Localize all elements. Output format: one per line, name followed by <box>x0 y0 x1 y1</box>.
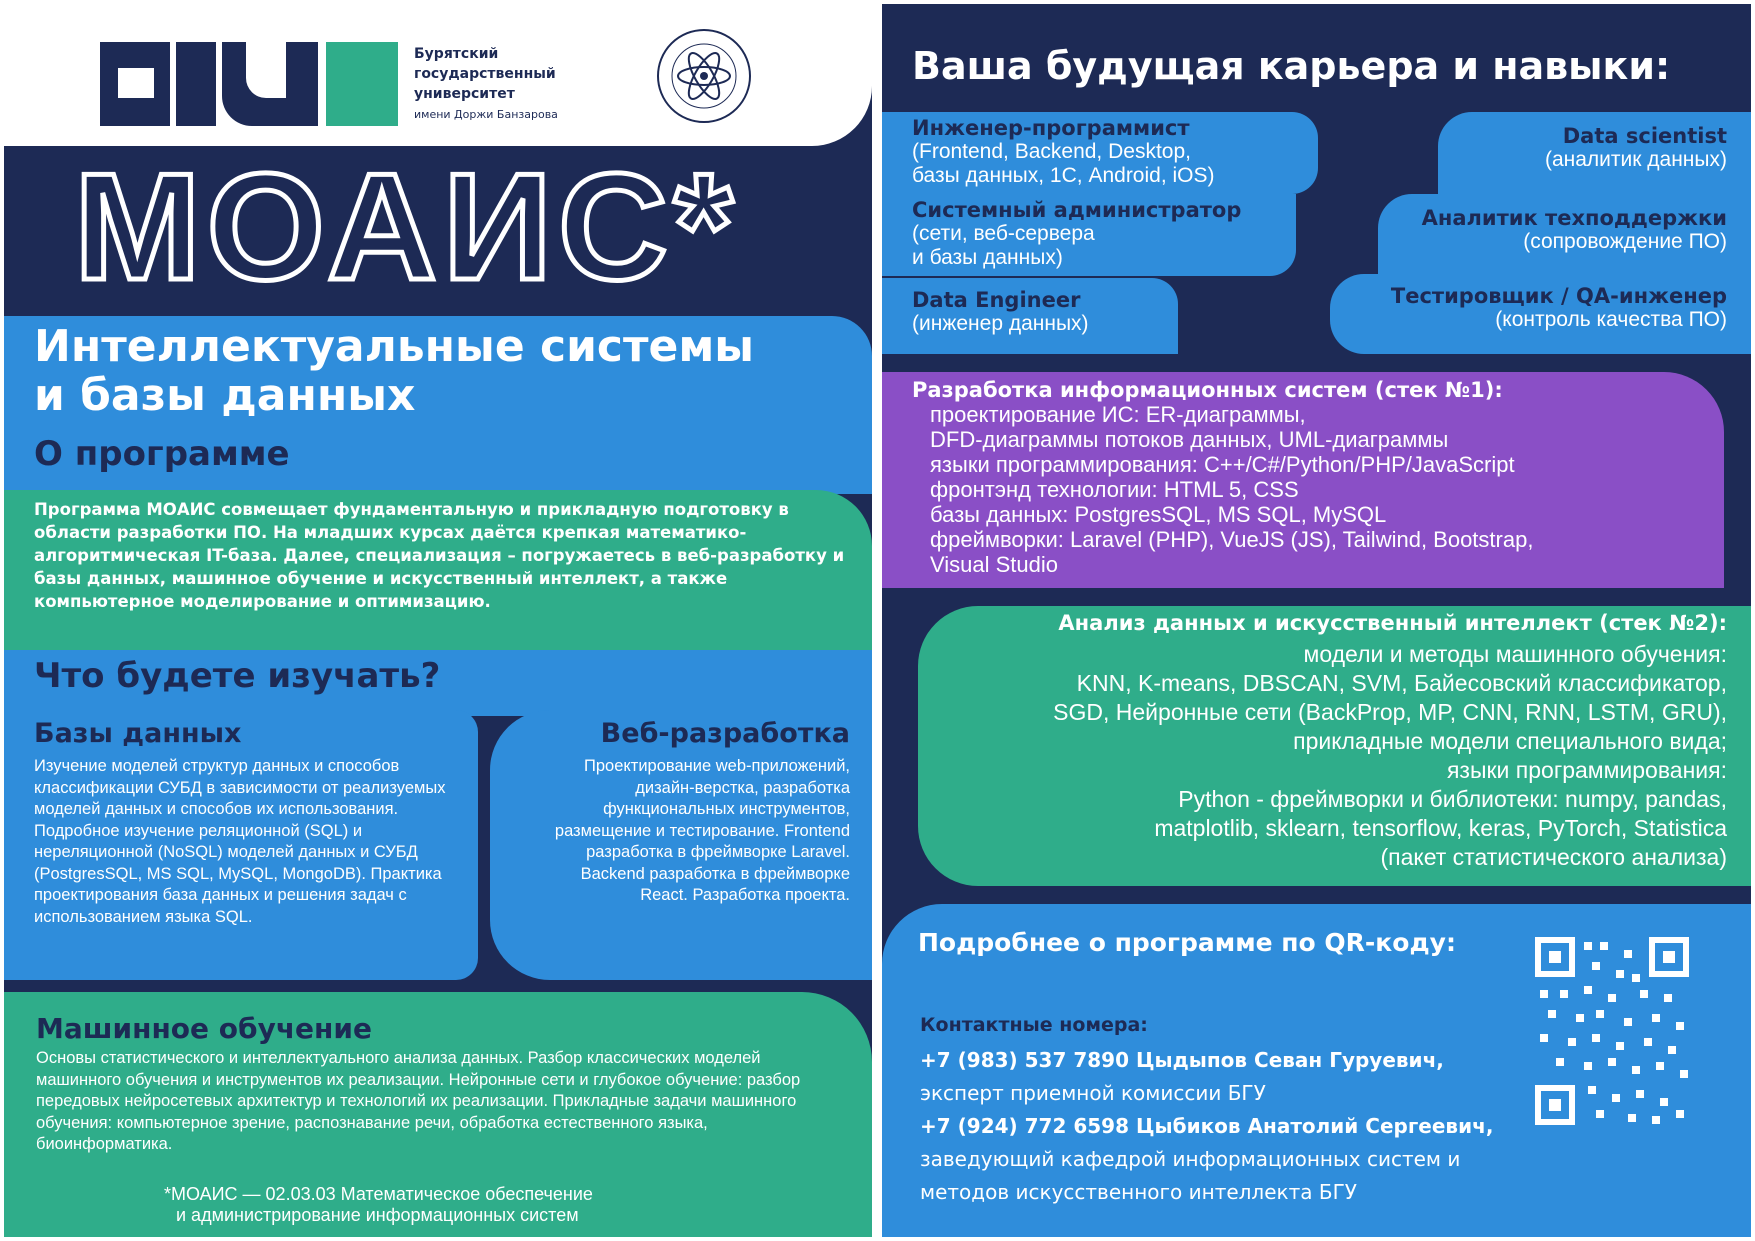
career-subtitle-line1: (Frontend, Backend, Desktop, <box>912 140 1191 163</box>
contact-role-2-line1: заведующий кафедрой информационных систем и <box>920 1147 1461 1171</box>
bgu-logo-letter-g <box>176 42 216 126</box>
career-subtitle-line2: и базы данных) <box>912 246 1063 269</box>
right-poster-panel <box>882 4 1751 1237</box>
career-subtitle <box>912 140 1312 188</box>
university-name-line1: Бурятский <box>414 46 499 62</box>
list-item: языки программирования: C++/C#/Python/PHP/JavaScript <box>930 452 1515 477</box>
list-item: базы данных: PostgresSQL, MS SQL, MySQL <box>930 502 1387 527</box>
contacts-label: Контактные номера: <box>920 1014 1148 1036</box>
career-pill-qa-engineer <box>1330 274 1751 354</box>
university-subtitle: имени Доржи Банзарова <box>414 108 558 121</box>
career-subtitle: (аналитик данных) <box>1544 148 1727 171</box>
program-title <box>34 322 864 420</box>
learn-heading: Что будете изучать? <box>34 656 441 696</box>
list-item: модели и методы машинного обучения: <box>1303 641 1727 667</box>
career-pill-data-scientist <box>1438 112 1751 194</box>
list-item: DFD-диаграммы потоков данных, UML-диаграммы <box>930 427 1449 452</box>
about-heading: О программе <box>34 434 290 474</box>
university-name-line3: университет <box>414 86 515 102</box>
list-item: SGD, Нейронные сети (BackProp, MP, CNN, RNN, LSTM, GRU), <box>1053 699 1727 725</box>
footnote <box>164 1184 764 1226</box>
is-stack-title: Разработка информационных систем (стек №1): <box>912 378 1503 402</box>
contact-role-1: эксперт приемной комиссии БГУ <box>920 1081 1266 1105</box>
machine-learning-title: Машинное обучение <box>36 1012 372 1045</box>
university-name <box>414 44 614 104</box>
ai-stack-list <box>942 640 1727 872</box>
list-item: проектирование ИС: ER-диаграммы, <box>930 402 1306 427</box>
databases-card <box>4 710 478 980</box>
footnote-line1: *МОАИС — 02.03.03 Математическое обеспечение <box>164 1184 593 1204</box>
footnote-line2: и администрирование информационных систем <box>176 1205 579 1225</box>
ai-stack-title: Анализ данных и искусственный интеллект (стек №2): <box>1058 611 1727 635</box>
career-title: Инженер-программист <box>912 116 1190 140</box>
career-subtitle-line2: базы данных, 1С, Android, iOS) <box>912 164 1215 187</box>
bgu-logo-letter-b <box>100 42 170 126</box>
list-item: прикладные модели специального вида; <box>1293 728 1727 754</box>
is-stack-list <box>930 402 1720 577</box>
contact-role-2-line2: методов искусственного интеллекта БГУ <box>920 1180 1357 1204</box>
career-subtitle: (сопровождение ПО) <box>1523 230 1727 253</box>
list-item: (пакет статистического анализа) <box>1380 844 1727 870</box>
databases-title: Базы данных <box>34 718 242 749</box>
career-title: Data Engineer <box>912 288 1081 312</box>
career-title: Тестировщик / QA-инженер <box>1390 284 1727 308</box>
program-title-line2: и базы данных <box>34 370 416 421</box>
list-item: matplotlib, sklearn, tensorflow, keras, PyTorch, Statistica <box>1154 815 1727 841</box>
left-poster-panel <box>4 4 872 1237</box>
contacts-list <box>920 1044 1540 1209</box>
list-item: Python - фреймворки и библиотеки: numpy, pandas, <box>1178 786 1727 812</box>
bgu-logo-letter-u <box>222 42 318 126</box>
web-dev-card <box>490 710 872 980</box>
program-title-line1: Интеллектуальные системы <box>34 321 755 372</box>
qr-code-icon[interactable] <box>1532 934 1692 1129</box>
contact-phone-2[interactable]: +7 (924) 772 6598 Цыбиков Анатолий Сергеевич, <box>920 1114 1494 1138</box>
career-pill-data-engineer <box>882 278 1178 354</box>
career-subtitle: (инженер данных) <box>912 312 1089 335</box>
career-pill-sysadmin <box>882 194 1296 276</box>
program-acronym-outline <box>74 154 872 304</box>
career-subtitle-line1: (сети, веб-сервера <box>912 222 1095 245</box>
web-dev-text: Проектирование web-приложений, дизайн-верстка, разработка функциональных инструментов, размещение и тестирование. Frontend разработка в фреймворке Laravel. Backend разработка в фреймворке React. Разработка проекта. <box>554 757 850 904</box>
contacts-heading: Подробнее о программе по QR-коду: <box>918 928 1456 957</box>
svg-text:МОАИС*: МОАИС* <box>74 154 740 304</box>
career-title: Data scientist <box>1562 124 1727 148</box>
about-text: Программа МОАИС совмещает фундаментальную и прикладную подготовку в области разработки ПО. На младших курсах даётся крепкая математико-алгоритмическая IT-база. Далее, специализация – погружаетесь в веб-разработку и базы данных, машинное обучение и искусственный интеллект, а также компьютерное моделирование и оптимизацию. <box>34 500 845 611</box>
career-pill-software-engineer <box>882 112 1318 194</box>
career-title: Системный администратор <box>912 198 1242 222</box>
web-dev-title: Веб-разработка <box>600 718 850 749</box>
career-title: Аналитик техподдержки <box>1421 206 1727 230</box>
list-item: языки программирования: <box>1446 757 1727 783</box>
career-subtitle: (контроль качества ПО) <box>1495 308 1727 331</box>
list-item: фронтэнд технологии: HTML 5, CSS <box>930 477 1299 502</box>
databases-text: Изучение моделей структур данных и способов классификации СУБД в зависимости от реализуемых моделей данных и способов их использования. Подробное изучение реляционной (SQL) и нереляционной (NoSQL) моделей данных и СУБД (PostgresSQL, MS SQL, MySQL, MongoDB). Практика проектирования база данных и решения задач с использованием языка SQL. <box>34 757 446 926</box>
faculty-seal-icon <box>654 26 754 126</box>
machine-learning-text: Основы статистического и интеллектуального анализа данных. Разбор классических моделей машинного обучения и инструментов их реализации. Нейронные сети и глубокое обучение: разбор передовых нейросетевых архитектур и технологий их реализации. Прикладные задачи машинного обучения: компьютерное зрение, распознавание речи, обработка естественного языка, биоинформатика. <box>36 1049 801 1154</box>
list-item: KNN, K-means, DBSCAN, SVM, Байесовский классификатор, <box>1076 670 1727 696</box>
university-name-line2: государственный <box>414 66 556 82</box>
list-item: фреймворки: Laravel (PHP), VueJS (JS), Tailwind, Bootstrap, <box>930 527 1534 552</box>
career-pill-support-analyst <box>1378 194 1751 274</box>
list-item: Visual Studio <box>930 552 1059 577</box>
career-heading: Ваша будущая карьера и навыки: <box>912 44 1671 88</box>
bgu-logo-green-square <box>326 42 398 126</box>
contact-phone-1[interactable]: +7 (983) 537 7890 Цыдыпов Севан Гуруевич, <box>920 1048 1444 1072</box>
career-subtitle <box>912 222 1292 270</box>
